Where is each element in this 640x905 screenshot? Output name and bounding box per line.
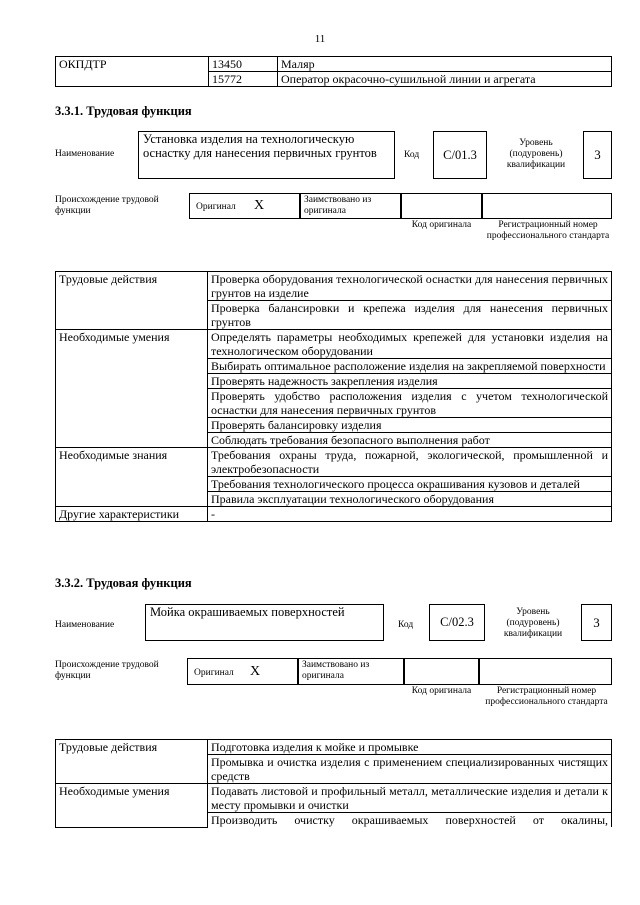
func1-original-cell	[189, 193, 300, 219]
func1-name-label: Наименование	[55, 149, 115, 159]
table-cell: Требования технологического процесса окрашивания кузовов и деталей	[208, 477, 612, 492]
table-cell: Проверять удобство расположения изделия с учетом технологической оснастки для нанесения первичных грунтов	[208, 389, 612, 418]
func1-reg-number-label: Регистрационный номер профессионального стандарта	[486, 220, 610, 241]
func1-level-value: 3	[594, 147, 601, 162]
func1-name-value: Установка изделия на технологическую оснастку для нанесения первичных грунтов	[143, 132, 377, 160]
func2-code-label: Код	[398, 620, 414, 630]
func2-name-label: Наименование	[55, 620, 115, 630]
table-cell: Проверять балансировку изделия	[208, 418, 612, 433]
table-cell: Требования охраны труда, пожарной, экологической, промышленной и электробезопасности	[208, 448, 612, 477]
table-cell: Подготовка изделия к мойке и промывке	[208, 740, 612, 755]
section-title: Трудовые действия	[56, 272, 208, 330]
table-row	[56, 330, 612, 359]
section-title: Необходимые умения	[56, 784, 208, 828]
func1-heading: 3.3.1. Трудовая функция	[55, 104, 192, 118]
func2-reg-number-cell	[479, 658, 612, 685]
func2-name-box	[145, 604, 384, 641]
okpdtr-code: 15772	[209, 72, 278, 87]
table-cell: -	[208, 507, 612, 522]
func1-reg-number-cell	[482, 193, 612, 219]
func1-original-label: Оригинал	[196, 202, 236, 212]
func2-details-table	[55, 739, 612, 828]
func1-details-table	[55, 271, 612, 522]
func2-reg-number-label: Регистрационный номер профессионального стандарта	[485, 686, 608, 707]
func1-level-label: Уровень (подуровень) квалификации	[506, 138, 566, 170]
table-cell: Производить очистку окрашиваемых поверхностей от окалины,	[208, 813, 612, 828]
section-title: Трудовые действия	[56, 740, 208, 784]
table-row	[56, 784, 612, 813]
func1-original-mark: X	[254, 198, 265, 213]
table-row	[56, 272, 612, 301]
table-cell: Проверка оборудования технологической оснастки для нанесения первичных грунтов на изделие	[208, 272, 612, 301]
func1-code-original-label: Код оригинала	[411, 220, 472, 230]
table-cell: Соблюдать требования безопасного выполнения работ	[208, 433, 612, 448]
func2-level-box	[581, 604, 612, 641]
okpdtr-name: Оператор окрасочно-сушильной линии и агрегата	[278, 72, 612, 87]
section-title: Необходимые умения	[56, 330, 208, 448]
func2-original-mark: X	[250, 664, 261, 679]
func2-level-value: 3	[593, 615, 600, 630]
func1-borrowed-cell	[300, 193, 401, 219]
page-number: 11	[314, 33, 326, 45]
table-cell: Определять параметры необходимых крепежей для установки изделия на технологическом оборудовании	[208, 330, 612, 359]
table-row	[56, 740, 612, 755]
func1-level-box	[583, 131, 612, 179]
func2-code-original-cell	[404, 658, 479, 685]
func1-code-label: Код	[404, 150, 420, 160]
func1-code-original-cell	[401, 193, 482, 219]
func2-borrowed-label: Заимствовано из оригинала	[302, 660, 370, 681]
func2-code-box	[429, 604, 485, 641]
func2-level-label: Уровень (подуровень) квалификации	[503, 607, 563, 639]
func2-name-value: Мойка окрашиваемых поверхностей	[150, 605, 345, 619]
section-title: Другие характеристики	[56, 507, 208, 522]
okpdtr-code: 13450	[209, 57, 278, 72]
func2-origin-label: Происхождение трудовой функции	[55, 660, 159, 681]
okpdtr-label: ОКПДТР	[56, 57, 209, 87]
func2-code-original-label: Код оригинала	[411, 686, 472, 696]
table-cell: Подавать листовой и профильный металл, металлические изделия и детали к месту промывки и очистки	[208, 784, 612, 813]
func1-code-value: C/01.3	[443, 148, 477, 162]
func2-heading: 3.3.2. Трудовая функция	[55, 576, 192, 590]
func2-original-label: Оригинал	[194, 668, 234, 678]
table-cell: Выбирать оптимальное расположение изделия на закрепляемой поверхности	[208, 359, 612, 374]
func1-name-box	[138, 131, 395, 179]
func1-origin-label: Происхождение трудовой функции	[55, 195, 159, 216]
func2-borrowed-cell	[298, 658, 404, 685]
okpdtr-name: Маляр	[278, 57, 612, 72]
func2-code-value: C/02.3	[440, 615, 474, 629]
table-row	[56, 507, 612, 522]
table-row	[56, 448, 612, 477]
func1-code-box	[433, 131, 487, 179]
okpdtr-table	[55, 56, 612, 87]
func1-borrowed-label: Заимствовано из оригинала	[304, 195, 372, 216]
table-cell: Правила эксплуатации технологического оборудования	[208, 492, 612, 507]
table-cell: Проверка балансировки и крепежа изделия для нанесения первичных грунтов	[208, 301, 612, 330]
table-cell: Промывка и очистка изделия с применением специализированных чистящих средств	[208, 755, 612, 784]
section-title: Необходимые знания	[56, 448, 208, 507]
table-row	[56, 57, 612, 72]
table-cell: Проверять надежность закрепления изделия	[208, 374, 612, 389]
func2-original-cell	[187, 658, 298, 685]
